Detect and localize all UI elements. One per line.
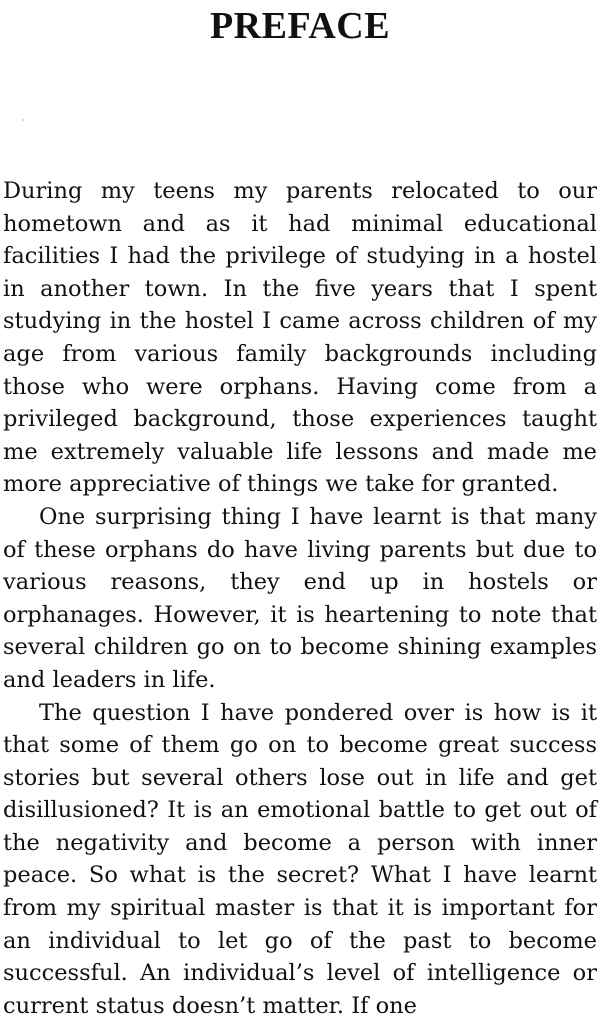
print-speck	[22, 119, 24, 121]
paragraph-3: The question I have pondered over is how is it that some of them go on to become great success stories but several others lose out in life and get disillusioned? It is an emotional battle to get out of the negativity and become a person with inner peace. So what is the secret? What I have learnt from my spiritual master is that it is important for an individual to let go of the past to become successful. An individual’s level of intelligence or current status doesn’t matter. If one	[3, 697, 597, 1022]
paragraph-1: During my teens my parents relocated to our hometown and as it had minimal educational facilities I had the privilege of studying in a hostel in another town. In the five years that I spent studying in the hostel I came across children of my age from various family backgrounds including those who were orphans. Having come from a privileged background, those experiences taught me extremely valuable life lessons and made me more appreciative of things we take for granted.	[3, 175, 597, 501]
paragraph-2: One surprising thing I have learnt is that many of these orphans do have living parents but due to various reasons, they end up in hostels or orphanages. However, it is heartening to note that several children go on to become shining examples and leaders in life.	[3, 501, 597, 697]
page-title: PREFACE	[0, 2, 600, 50]
preface-body	[3, 175, 597, 1022]
